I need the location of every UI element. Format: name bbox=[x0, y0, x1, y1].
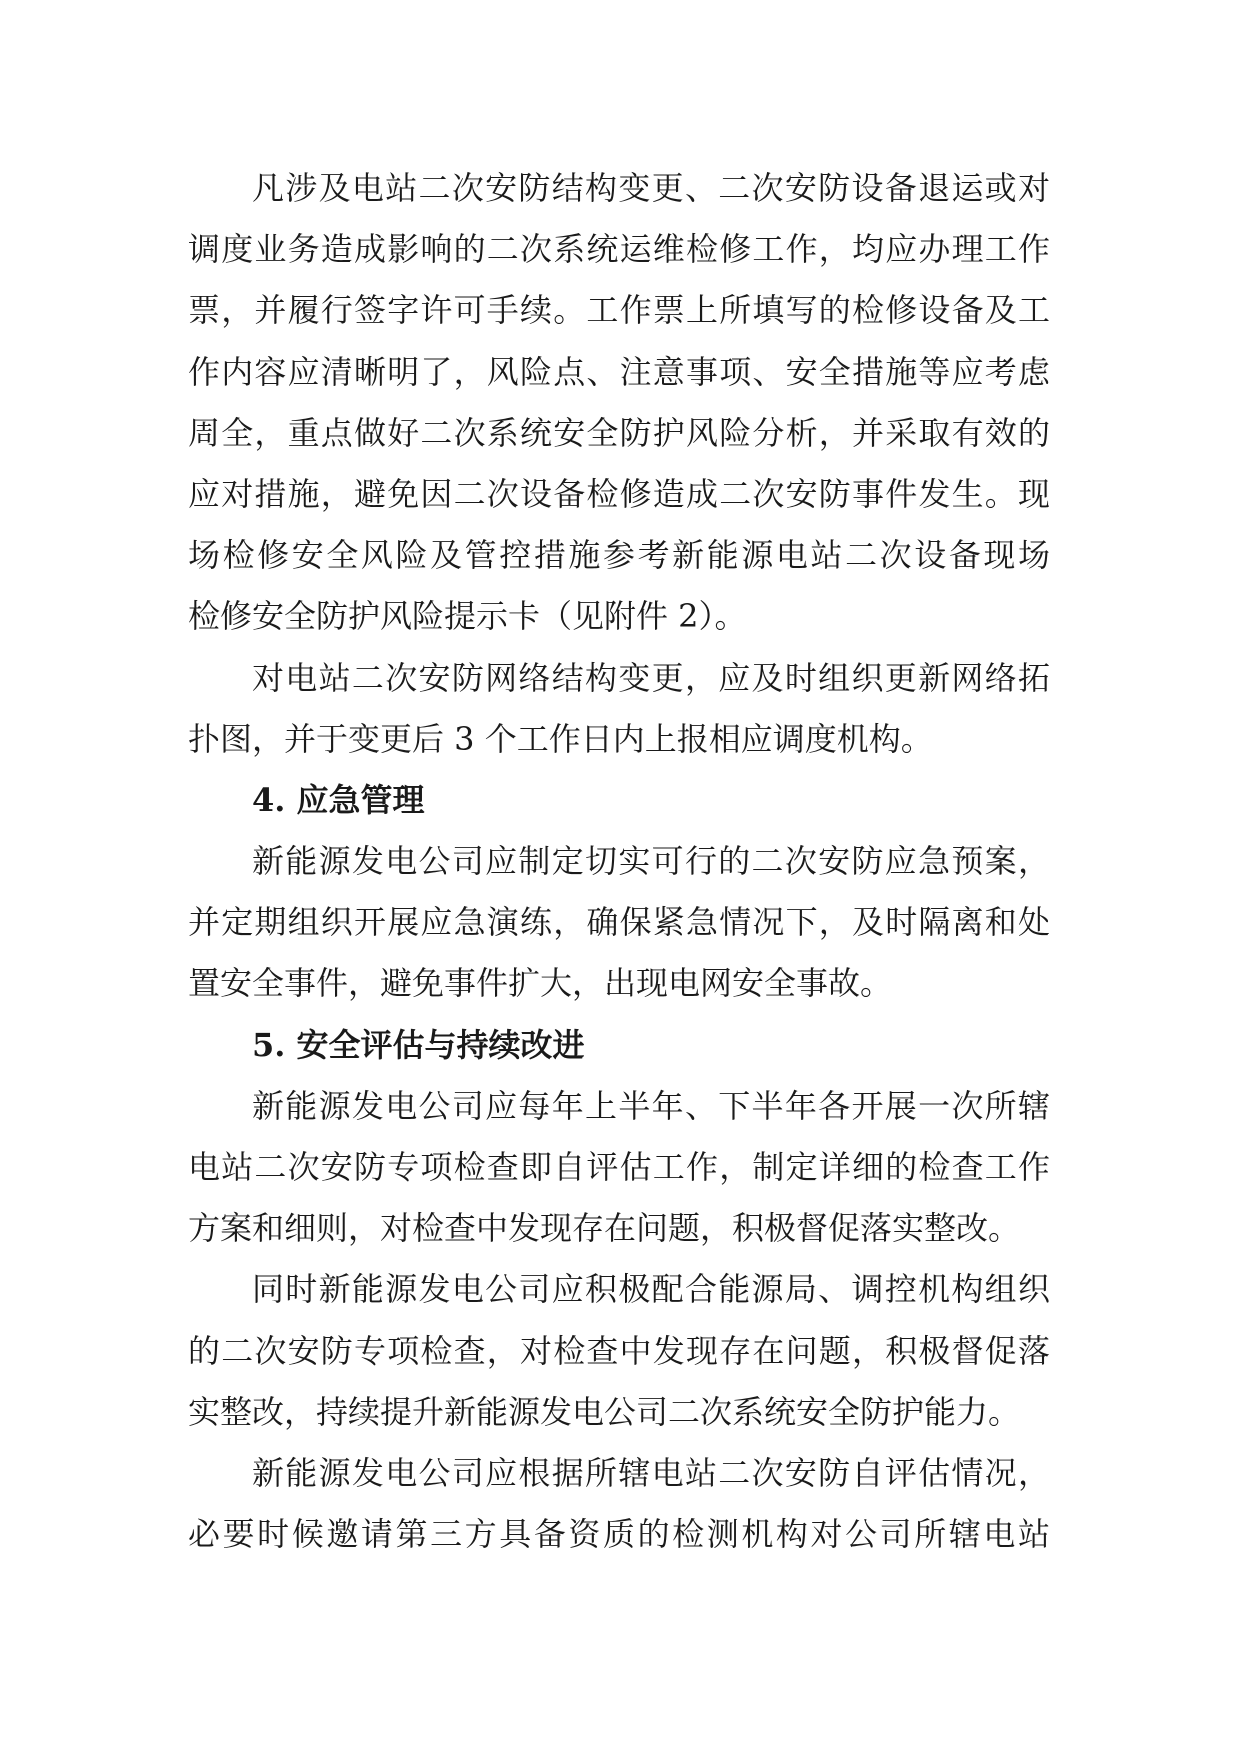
text-line: 凡涉及电站二次安防结构变更、二次安防设备退运或对 bbox=[252, 169, 1050, 207]
section-heading-security-assessment: 5. 安全评估与持续改进 bbox=[252, 1025, 585, 1064]
document-body bbox=[188, 158, 1050, 1565]
section-heading-emergency-management: 4. 应急管理 bbox=[252, 780, 425, 819]
text-line: 对电站二次安防网络结构变更，应及时组织更新网络拓 bbox=[252, 658, 1050, 697]
text-line: 新能源发电公司应根据所辖电站二次安防自评估情况， bbox=[252, 1453, 1050, 1492]
text-line: 电站二次安防专项检查即自评估工作，制定详细的检查工作 bbox=[188, 1148, 1050, 1186]
text-line: 应对措施，避免因二次设备检修造成二次安防事件发生。现 bbox=[188, 474, 1050, 513]
text-line: 实整改，持续提升新能源发电公司二次系统安全防护能力。 bbox=[188, 1392, 1021, 1431]
paragraph-cooperation bbox=[188, 1259, 1050, 1443]
text-line: 必要时候邀请第三方具备资质的检测机构对公司所辖电站 bbox=[188, 1515, 1050, 1554]
text-line: 新能源发电公司应每年上半年、下半年各开展一次所辖 bbox=[252, 1086, 1050, 1125]
text-line: 同时新能源发电公司应积极配合能源局、调控机构组织 bbox=[252, 1270, 1050, 1309]
text-line: 并定期组织开展应急演练，确保紧急情况下，及时隔离和处 bbox=[188, 903, 1050, 942]
text-line: 作内容应清晰明了，风险点、注意事项、安全措施等应考虑 bbox=[188, 352, 1050, 391]
paragraph-work-ticket bbox=[188, 158, 1050, 648]
text-line: 票，并履行签字许可手续。工作票上所填写的检修设备及工 bbox=[188, 291, 1050, 330]
text-line: 调度业务造成影响的二次系统运维检修工作，均应办理工作 bbox=[188, 230, 1050, 269]
paragraph-third-party-testing bbox=[188, 1443, 1050, 1565]
paragraph-emergency-plan bbox=[188, 831, 1050, 1015]
text-line: 检修安全防护风险提示卡（见附件 2）。 bbox=[188, 597, 747, 636]
text-line: 新能源发电公司应制定切实可行的二次安防应急预案， bbox=[252, 842, 1050, 881]
text-line: 的二次安防专项检查，对检查中发现存在问题，积极督促落 bbox=[188, 1331, 1050, 1370]
text-line: 扑图，并于变更后 3 个工作日内上报相应调度机构。 bbox=[188, 719, 933, 758]
text-line: 周全，重点做好二次系统安全防护风险分析，并采取有效的 bbox=[188, 413, 1050, 452]
paragraph-self-assessment bbox=[188, 1076, 1050, 1260]
text-line: 方案和细则，对检查中发现存在问题，积极督促落实整改。 bbox=[188, 1209, 1021, 1248]
text-line: 场检修安全风险及管控措施参考新能源电站二次设备现场 bbox=[188, 536, 1050, 575]
text-line: 置安全事件，避免事件扩大，出现电网安全事故。 bbox=[188, 964, 893, 1003]
paragraph-network-topology bbox=[188, 648, 1050, 770]
